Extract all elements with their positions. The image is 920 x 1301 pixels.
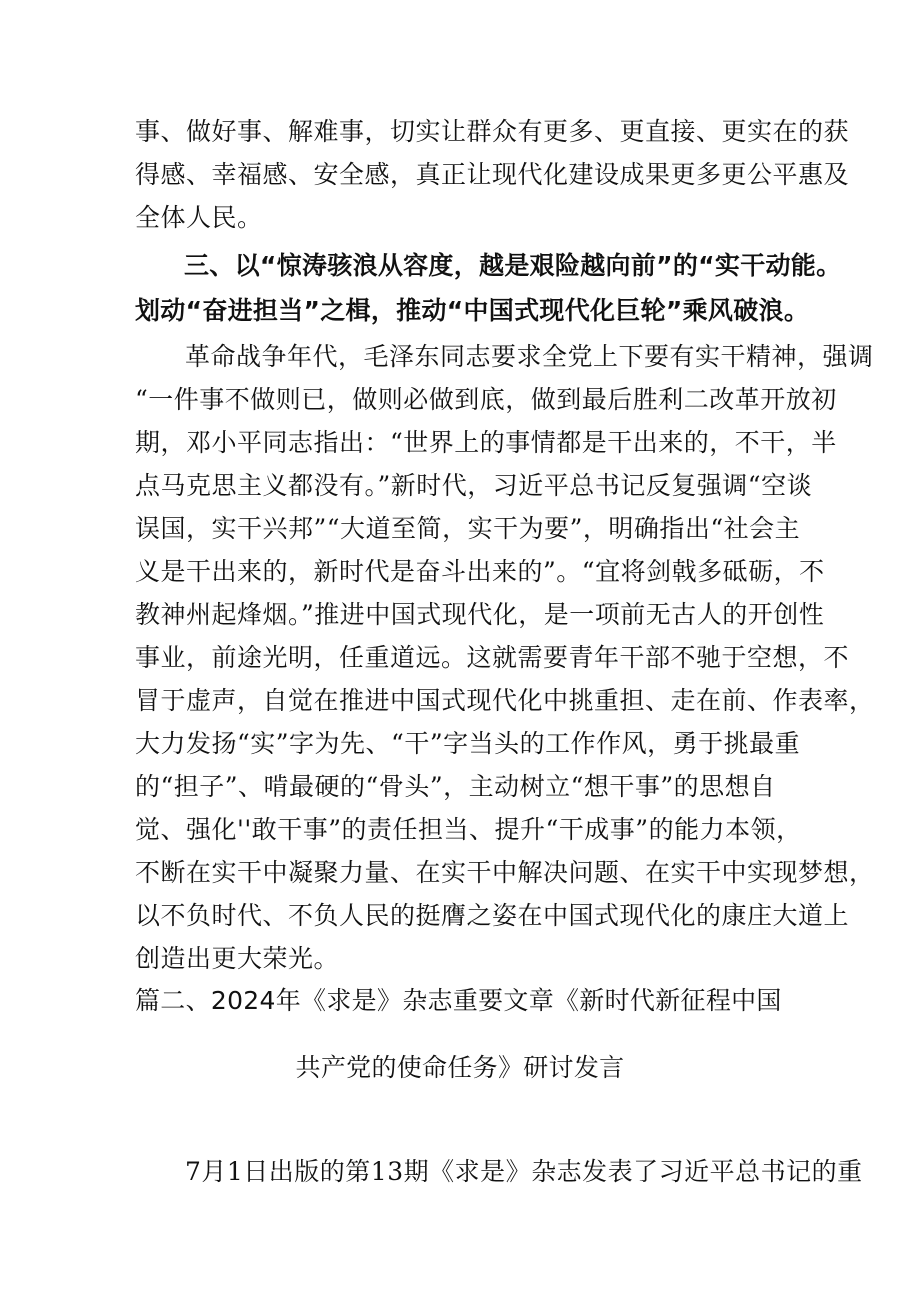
- paragraph-line: 7月1日出版的第13期《求是》杂志发表了习近平总书记的重: [185, 1157, 863, 1186]
- paragraph-line: 教神州起烽烟。”推进中国式现代化，是一项前无古人的开创性: [135, 600, 825, 629]
- section-heading: 划动“奋进担当”之楫，推动“中国式现代化巨轮”乘风破浪。: [135, 296, 810, 325]
- paragraph-line: 义是干出来的，新时代是奋斗出来的”。“宜将剑戟多砥砺，不: [135, 557, 825, 586]
- paragraph-line: 全体人民。: [135, 203, 263, 232]
- paragraph-line: 大力发扬“实”字为先、“干”字当头的工作作风，勇于挑最重: [135, 729, 801, 758]
- paragraph-line: 误国，实干兴邦”“大道至简，实干为要”，明确指出“社会主: [135, 514, 801, 543]
- paragraph-line: 以不负时代、不负人民的挺膺之姿在中国式现代化的康庄大道上: [135, 901, 850, 930]
- paragraph-line: 期，邓小平同志指出：“世界上的事情都是干出来的，不干，半: [135, 428, 837, 457]
- paragraph-line: 点马克思主义都没有。”新时代，习近平总书记反复强调“空谈: [135, 471, 813, 500]
- paragraph-line: 觉、强化''敢干事”的责任担当、提升“干成事”的能力本领，: [135, 815, 802, 844]
- paragraph-line: 得感、幸福感、安全感，真正让现代化建设成果更多更公平惠及: [135, 160, 850, 189]
- article-title: 篇二、2024年《求是》杂志重要文章《新时代新征程中国: [135, 986, 782, 1015]
- article-title: 共产党的使命任务》研讨发言: [295, 1053, 625, 1082]
- paragraph-line: 革命战争年代，毛泽东同志要求全党上下要有实干精神，强调: [185, 342, 874, 371]
- paragraph-line: 创造出更大荣光。: [135, 944, 340, 973]
- paragraph-line: 的“担子”、啃最硬的“骨头”，主动树立“想干事”的思想自: [135, 772, 776, 801]
- paragraph-line: “一件事不做则已，做则必做到底，做到最后胜利二改革开放初: [135, 385, 837, 414]
- section-heading: 三、以“惊涛骇浪从容度，越是艰险越向前”的“实干动能。: [184, 251, 842, 280]
- paragraph-line: 不断在实干中凝聚力量、在实干中解决问题、在实干中实现梦想，: [135, 858, 875, 887]
- paragraph-line: 事业，前途光明，任重道远。这就需要青年干部不驰于空想，不: [135, 643, 850, 672]
- paragraph-line: 事、做好事、解难事，切实让群众有更多、更直接、更实在的获: [135, 117, 850, 146]
- paragraph-line: 冒于虚声，自觉在推进中国式现代化中挑重担、走在前、作表率，: [135, 686, 875, 715]
